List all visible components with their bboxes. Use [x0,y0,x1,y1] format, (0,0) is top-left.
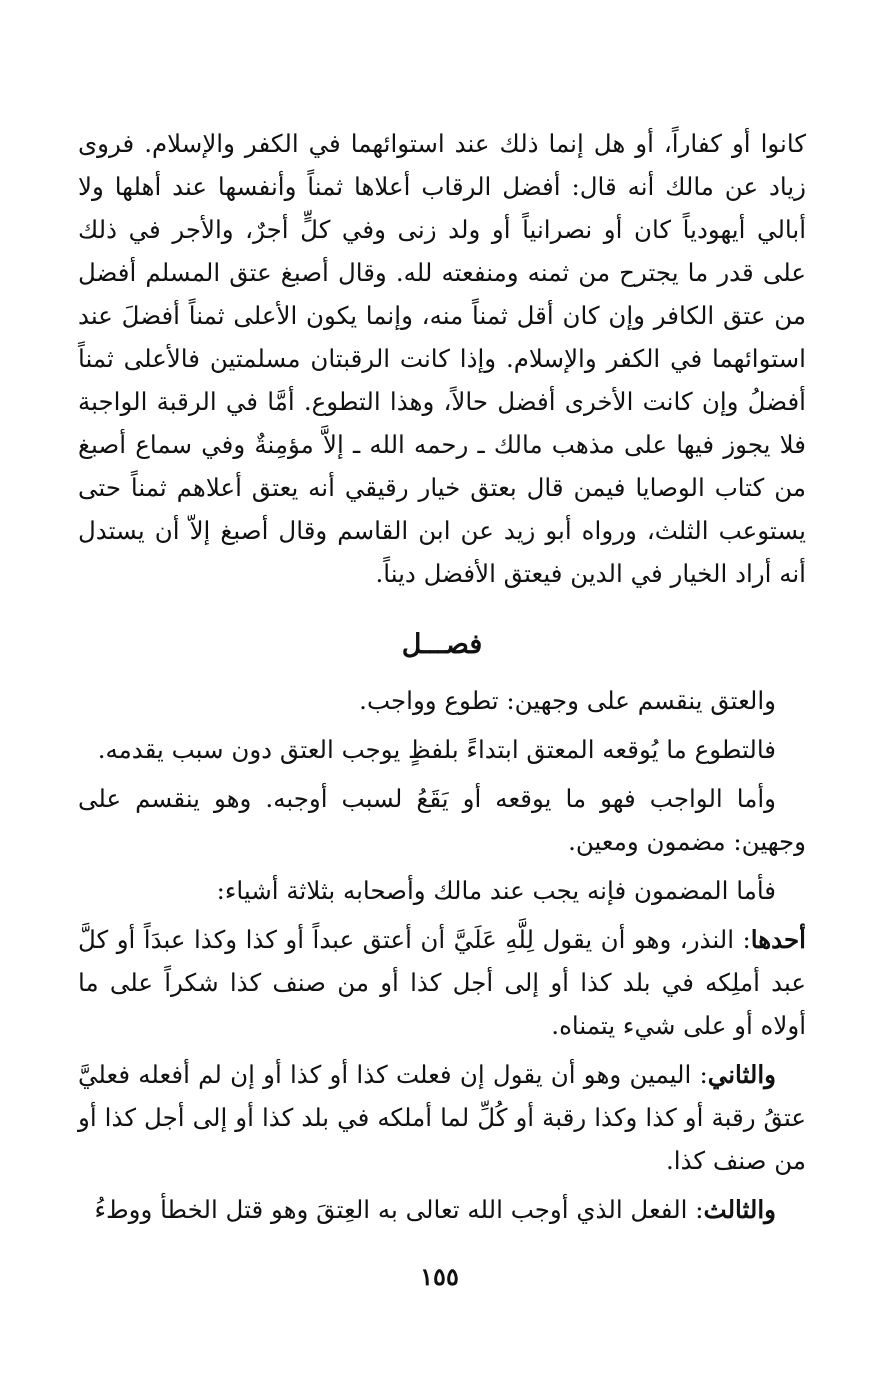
paragraph-continuation: كانوا أو كفاراً، أو هل إنما ذلك عند استوائهما في الكفر والإسلام. فروى زياد عن مالك أنه قال: أفضل الرقاب أعلاها ثمناً وأنفسها عند أهلها ولا أبالي أيهودياً كان أو نصرانياً أو ولد زنى وفي كلٍّ أجرٌ، والأجر في ذلك على قدر ما يجترح من ثمنه ومنفعته لله. وقال أصبغ عتق المسلم أفضل من عتق الكافر وإن كان أقل ثمناً منه، وإنما يكون الأعلى ثمناً أفضلَ عند استوائهما في الكفر والإسلام. وإذا كانت الرقبتان مسلمتين فالأعلى ثمناً أفضلُ وإن كانت الأخرى أفضل حالاً، وهذا التطوع. أمَّا في الرقبة الواجبة فلا يجوز فيها على مذهب مالك ـ رحمه الله ـ إلاَّ مؤمِنةٌ وفي سماع أصبغ من كتاب الوصايا فيمن قال بعتق خيار رقيقي أنه يعتق أعلاهم ثمناً حتى يستوعب الثلث، ورواه أبو زيد عن ابن القاسم وقال أصبغ إلاّ أن يستدل أنه أراد الخيار في الدين فيعتق الأفضل ديناً. [78,129,806,588]
paragraph-obligatory: وأما الواجب فهو ما يوقعه أو يَقَعُ لسبب أوجبه. وهو ينقسم على وجهين: مضمون ومعين. [78,784,806,856]
list-item-text: : الفعل الذي أوجب الله تعالى به العِتقَ وهو قتل الخطأ ووطءُ [94,1195,704,1224]
list-item-lead: والثاني [707,1060,776,1089]
list-item-text: : النذر، وهو أن يقول لِلَّهِ عَلَيَّ أن أعتق عبداً أو كذا وكذا عبدَاً أو كلَّ عبد أملِكه في بلد كذا أو إلى أجل كذا أو من صنف كذا شكراً على ما أولاه أو على شيء يتمناه. [78,925,806,1040]
list-item-lead: والثالث [703,1195,776,1224]
list-item-lead: أحدها [750,925,806,954]
list-item-second [78,1053,806,1182]
list-item-first [78,918,806,1047]
section-heading-text: فصـــل [401,629,483,660]
section-heading [78,625,806,665]
page-number: ١٥٥ [420,1262,459,1291]
page-body [78,122,806,1231]
paragraph-voluntary: فالتطوع ما يُوقعه المعتق ابتداءً بلفظٍ يوجب العتق دون سبب يقدمه. [97,735,776,764]
list-item-third [78,1188,806,1231]
paragraph-division: والعتق ينقسم على وجهين: تطوع وواجب. [359,686,776,715]
list-item-text: : اليمين وهو أن يقول إن فعلت كذا أو كذا أو إن لم أفعله فعليَّ عتقُ رقبة أو كذا وكذا رقبة أو كُلِّ لما أملكه في بلد كذا أو إلى أجل كذا أو من صنف كذا. [78,1060,806,1175]
paragraph-guaranteed: فأما المضمون فإنه يجب عند مالك وأصحابه بثلاثة أشياء: [216,876,776,905]
